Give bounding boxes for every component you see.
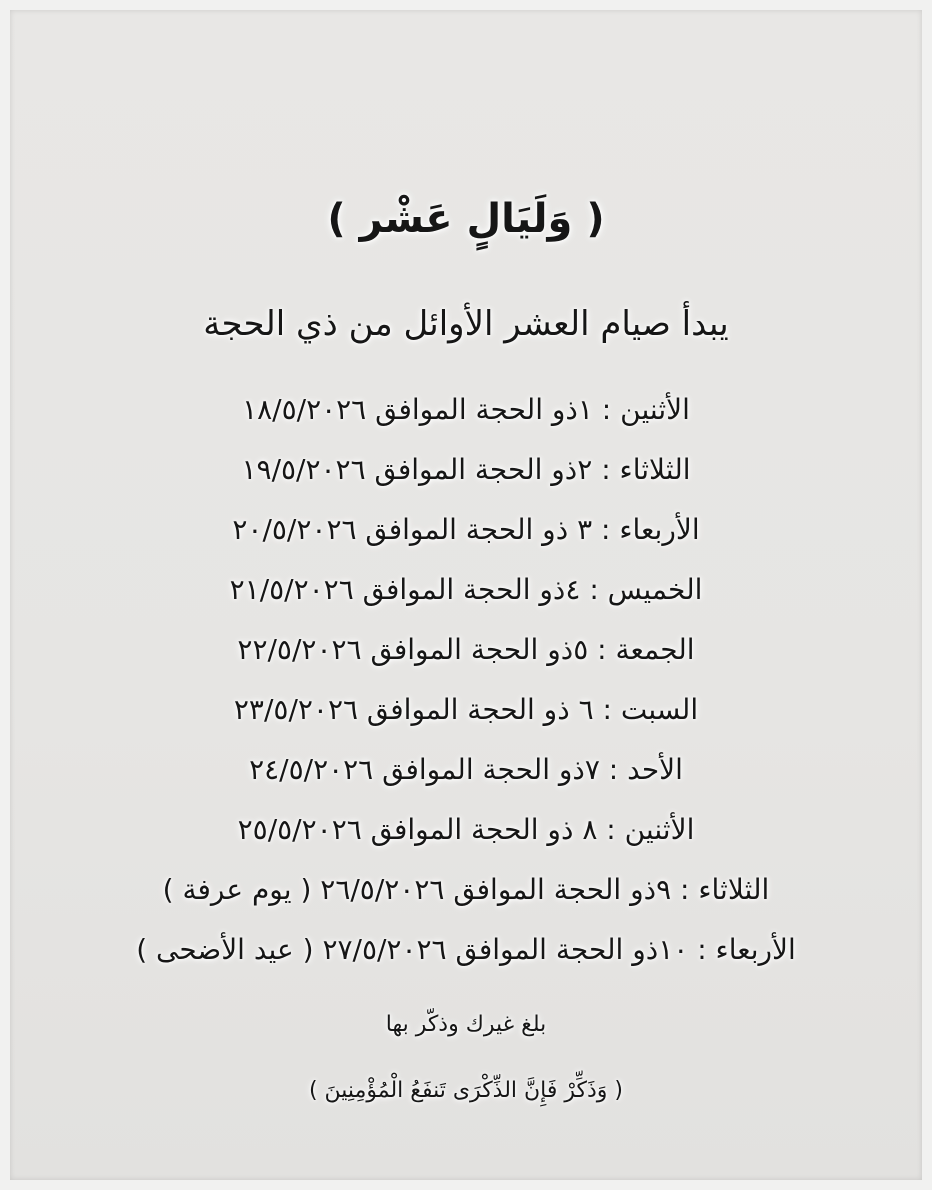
schedule-item: الأحد : ٧ذو الحجة الموافق ٢٤/٥/٢٠٢٦: [249, 753, 683, 786]
schedule-item: الخميس : ٤ذو الحجة الموافق ٢١/٥/٢٠٢٦: [229, 573, 703, 606]
schedule-item: الأثنين : ٨ ذو الحجة الموافق ٢٥/٥/٢٠٢٦: [237, 813, 695, 846]
page-subtitle: يبدأ صيام العشر الأوائل من ذي الحجة: [203, 304, 729, 344]
schedule-item: الثلاثاء : ٢ذو الحجة الموافق ١٩/٥/٢٠٢٦: [241, 453, 691, 486]
share-reminder-text: بلغ غيرك وذكّر بها: [385, 1012, 547, 1037]
schedule-item: الثلاثاء : ٩ذو الحجة الموافق ٢٦/٥/٢٠٢٦ ( يوم عرفة ): [162, 873, 770, 906]
page-title: ( وَلَيَالٍ عَشْر ): [327, 196, 605, 242]
schedule-item: السبت : ٦ ذو الحجة الموافق ٢٣/٥/٢٠٢٦: [233, 693, 699, 726]
schedule-item: الأربعاء : ١٠ذو الحجة الموافق ٢٧/٥/٢٠٢٦ ( عيد الأضحى ): [136, 933, 796, 966]
schedule-item: الأربعاء : ٣ ذو الحجة الموافق ٢٠/٥/٢٠٢٦: [232, 513, 700, 546]
fasting-schedule-list: [0, 386, 932, 986]
quran-verse-text: ( وَذَكِّرْ فَإِنَّ الذِّكْرَى تَنفَعُ الْمُؤْمِنِينَ ): [308, 1078, 624, 1103]
schedule-item: الجمعة : ٥ذو الحجة الموافق ٢٢/٥/٢٠٢٦: [237, 633, 695, 666]
schedule-item: الأثنين : ١ذو الحجة الموافق ١٨/٥/٢٠٢٦: [242, 393, 690, 426]
